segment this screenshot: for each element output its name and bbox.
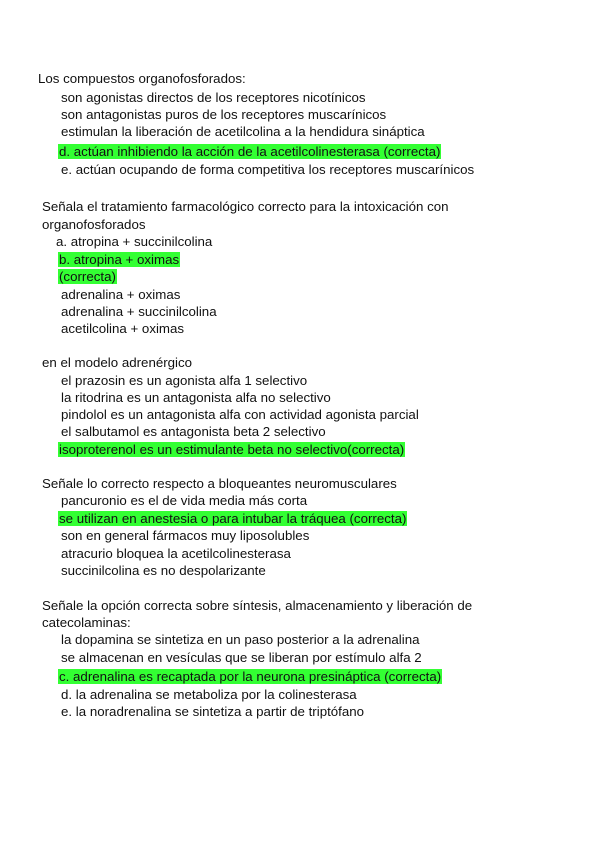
q5-option-a: la dopamina se sintetiza en un paso posterior a la adrenalina (61, 632, 420, 647)
q1-option-d-correct (58, 144, 441, 160)
question-5-text-line2: catecolaminas: (42, 615, 131, 630)
q3-option-b: la ritodrina es un antagonista alfa no selectivo (61, 390, 331, 405)
q2-option-d: adrenalina + succinilcolina (61, 304, 217, 319)
q5-option-e: e. la noradrenalina se sintetiza a partir de triptófano (61, 704, 365, 719)
q3-option-d: el salbutamol es antagonista beta 2 selectivo (61, 424, 326, 439)
question-5-text-line1: Señale la opción correcta sobre síntesis, almacenamiento y liberación de (42, 598, 473, 613)
q2-option-e: acetilcolina + oximas (61, 321, 185, 336)
question-2-text-line2: organofosforados (42, 217, 146, 232)
q3-option-c: pindolol es un antagonista alfa con actividad agonista parcial (61, 407, 419, 422)
question-4-text: Señale lo correcto respecto a bloqueantes neuromusculares (42, 476, 397, 491)
q5-option-d: d. la adrenalina se metaboliza por la colinesterasa (61, 687, 357, 702)
q4-option-c: son en general fármacos muy liposolubles (61, 528, 310, 543)
question-1-text: Los compuestos organofosforados: (38, 71, 246, 86)
q2-option-c: adrenalina + oximas (61, 287, 181, 302)
q3-option-e-correct (58, 442, 405, 458)
q3-option-a: el prazosin es un agonista alfa 1 selectivo (61, 373, 308, 388)
q4-option-e: succinilcolina es no despolarizante (61, 563, 266, 578)
correct-answer-highlight: (correcta) (59, 269, 116, 284)
q2-correct-marker (58, 269, 117, 285)
q5-option-c-correct (58, 669, 442, 685)
q2-option-b-correct (58, 252, 180, 268)
q4-option-a: pancuronio es el de vida media más corta (61, 493, 308, 508)
q4-option-b-correct (58, 511, 407, 527)
q1-option-e: e. actúan ocupando de forma competitiva los receptores muscarínicos (61, 162, 475, 177)
correct-answer-highlight: isoproterenol es un estimulante beta no selectivo(correcta) (59, 442, 405, 457)
q1-option-b: son antagonistas puros de los receptores muscarínicos (61, 107, 387, 122)
correct-answer-highlight: d. actúan inhibiendo la acción de la acetilcolinesterasa (correcta) (59, 144, 441, 159)
question-2-text-line1: Señala el tratamiento farmacológico correcto para la intoxicación con (42, 199, 449, 214)
q1-option-a: son agonistas directos de los receptores nicotínicos (61, 90, 366, 105)
q4-option-d: atracurio bloquea la acetilcolinesterasa (61, 546, 291, 561)
correct-answer-highlight: b. atropina + oximas (59, 252, 180, 267)
q5-option-b: se almacenan en vesículas que se liberan por estímulo alfa 2 (61, 650, 422, 665)
q2-option-a: a. atropina + succinilcolina (56, 234, 213, 249)
q1-option-c: estimulan la liberación de acetilcolina a la hendidura sináptica (61, 124, 425, 139)
correct-answer-highlight: c. adrenalina es recaptada por la neurona presináptica (correcta) (59, 669, 442, 684)
correct-answer-highlight: se utilizan en anestesia o para intubar la tráquea (correcta) (59, 511, 407, 526)
question-3-text: en el modelo adrenérgico (42, 355, 193, 370)
